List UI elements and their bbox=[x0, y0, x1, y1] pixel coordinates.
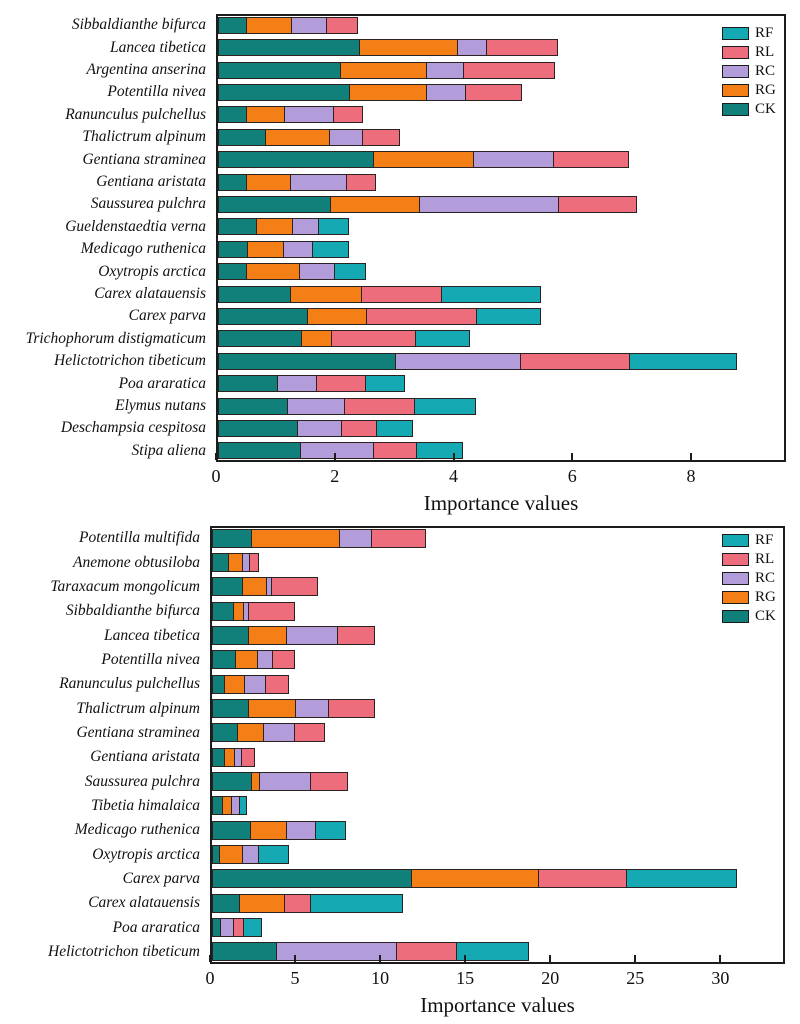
bar-segment-rf bbox=[626, 869, 737, 888]
x-tick-label: 30 bbox=[711, 968, 730, 988]
x-tick-label: 2 bbox=[330, 466, 340, 486]
legend-item-rl bbox=[722, 43, 776, 62]
bar-segment-rc bbox=[242, 845, 260, 864]
category-label: Carex parva bbox=[128, 307, 206, 325]
bar-segment-ck bbox=[218, 196, 331, 213]
bar-segment-rc bbox=[287, 398, 345, 415]
x-tick-label: 25 bbox=[626, 968, 645, 988]
bar-segment-rl bbox=[371, 529, 425, 548]
bar-segment-ck bbox=[218, 218, 258, 235]
legend-label: RG bbox=[755, 82, 776, 98]
bar-segment-rl bbox=[265, 675, 289, 694]
bar-row bbox=[218, 286, 540, 303]
legend-label: RG bbox=[755, 589, 776, 605]
bar-segment-rg bbox=[246, 174, 291, 191]
bar-segment-rc bbox=[277, 375, 317, 392]
bar-segment-rl bbox=[272, 650, 294, 669]
bar-segment-rc bbox=[286, 626, 339, 645]
bar-segment-rg bbox=[242, 577, 267, 596]
category-label: Deschampsia cespitosa bbox=[60, 419, 206, 437]
legend-item-rf bbox=[722, 24, 776, 43]
bar-segment-rg bbox=[301, 330, 332, 347]
bar-row bbox=[212, 869, 735, 888]
bar-row bbox=[218, 442, 461, 459]
x-tick-label: 20 bbox=[541, 968, 560, 988]
bar-segment-rf bbox=[239, 796, 247, 815]
category-label: Ranunculus pulchellus bbox=[59, 675, 200, 693]
bar-segment-rc bbox=[329, 129, 364, 146]
category-label: Taraxacum mongolicum bbox=[50, 577, 200, 595]
bar-segment-rf bbox=[318, 218, 349, 235]
bar-row bbox=[218, 353, 736, 370]
bar-segment-ck bbox=[218, 353, 397, 370]
legend-item-rf bbox=[722, 531, 776, 550]
bar-segment-rl bbox=[331, 330, 416, 347]
x-tick-mark bbox=[549, 955, 551, 962]
x-axis-label: Importance values bbox=[420, 993, 575, 1017]
category-label: Lancea tibetica bbox=[110, 38, 206, 56]
bar-segment-ck bbox=[218, 241, 249, 258]
category-label: Poa araratica bbox=[118, 374, 206, 392]
category-label: Carex parva bbox=[122, 869, 200, 887]
bar-segment-ck bbox=[212, 699, 249, 718]
bar-segment-ck bbox=[212, 529, 253, 548]
bar-segment-rg bbox=[290, 286, 363, 303]
bar-segment-rf bbox=[334, 263, 367, 280]
bar-row bbox=[218, 17, 357, 34]
category-label: Ranunculus pulchellus bbox=[65, 105, 206, 123]
bar-segment-ck bbox=[212, 869, 413, 888]
legend-swatch-ck bbox=[722, 103, 749, 116]
bar-segment-ck bbox=[218, 39, 361, 56]
legend-swatch-rf bbox=[722, 534, 749, 547]
bar-segment-rc bbox=[257, 650, 274, 669]
category-label: Sibbaldianthe bifurca bbox=[65, 602, 200, 620]
x-tick-label: 4 bbox=[449, 466, 458, 486]
bar-segment-rg bbox=[349, 84, 427, 101]
bar-segment-rc bbox=[426, 84, 466, 101]
bar-segment-rg bbox=[237, 723, 264, 742]
bar-segment-ck bbox=[212, 650, 237, 669]
bar-segment-rg bbox=[248, 699, 296, 718]
legend-label: CK bbox=[755, 101, 776, 117]
bar-segment-rc bbox=[290, 174, 348, 191]
x-tick-label: 6 bbox=[567, 466, 577, 486]
legend-item-ck bbox=[722, 100, 776, 119]
bar-segment-rl bbox=[396, 942, 457, 961]
bar-segment-ck bbox=[212, 772, 253, 791]
bar-row bbox=[212, 650, 293, 669]
bar-segment-rg bbox=[235, 650, 258, 669]
category-label: Helictotrichon tibeticum bbox=[54, 352, 206, 370]
category-label: Sibbaldianthe bifurca bbox=[71, 16, 206, 34]
bar-segment-rg bbox=[248, 626, 287, 645]
bar-row bbox=[212, 529, 424, 548]
x-tick-mark bbox=[334, 453, 336, 460]
bar-segment-rc bbox=[419, 196, 559, 213]
bar-segment-ck bbox=[218, 151, 375, 168]
bar-segment-rg bbox=[330, 196, 421, 213]
category-label: Carex alatauensis bbox=[94, 285, 206, 302]
bar-row bbox=[212, 772, 347, 791]
bar-segment-rg bbox=[251, 529, 339, 548]
category-label: Anemone obtusiloba bbox=[73, 553, 200, 571]
bar-segment-rl bbox=[337, 626, 375, 645]
legend-swatch-rg bbox=[722, 84, 749, 97]
bar-row bbox=[218, 420, 411, 437]
bar-segment-rf bbox=[310, 894, 404, 913]
bar-segment-rf bbox=[441, 286, 541, 303]
x-tick-label: 10 bbox=[371, 968, 390, 988]
bar-segment-rc bbox=[300, 442, 374, 459]
bar-row bbox=[218, 263, 365, 280]
bar-segment-ck bbox=[218, 330, 302, 347]
bar-row bbox=[218, 241, 347, 258]
bar-segment-rc bbox=[297, 420, 342, 437]
bar-row bbox=[212, 553, 257, 572]
bar-segment-rl bbox=[373, 442, 418, 459]
category-label: Tibetia himalaica bbox=[91, 796, 200, 814]
x-tick-mark bbox=[634, 955, 636, 962]
bar-segment-rf bbox=[243, 918, 263, 937]
bar-segment-ck bbox=[212, 577, 243, 596]
bar-segment-ck bbox=[218, 375, 278, 392]
bar-segment-rg bbox=[246, 17, 293, 34]
legend-item-ck bbox=[722, 607, 776, 626]
category-label: Gentiana straminea bbox=[82, 150, 206, 168]
bar-segment-rl bbox=[344, 398, 415, 415]
legend-label: CK bbox=[755, 608, 776, 624]
bar-row bbox=[218, 375, 404, 392]
bar-segment-rc bbox=[457, 39, 487, 56]
bar-segment-rc bbox=[263, 723, 295, 742]
bar-row bbox=[218, 174, 375, 191]
legend-swatch-rc bbox=[722, 572, 749, 585]
bar-segment-rc bbox=[299, 263, 335, 280]
bar-segment-rl bbox=[346, 174, 376, 191]
bar-segment-rl bbox=[310, 772, 348, 791]
bar-segment-rg bbox=[373, 151, 474, 168]
category-label: Lancea tibetica bbox=[104, 626, 200, 644]
bar-segment-rg bbox=[307, 308, 368, 325]
legend-label: RC bbox=[755, 570, 776, 586]
bar-row bbox=[218, 196, 635, 213]
bar-segment-rg bbox=[247, 241, 284, 258]
legend-swatch-rg bbox=[722, 591, 749, 604]
legend-label: RF bbox=[755, 532, 774, 548]
bar-segment-rl bbox=[362, 129, 399, 146]
bar-segment-ck bbox=[218, 442, 301, 459]
legend-swatch-rc bbox=[722, 65, 749, 78]
bar-row bbox=[218, 330, 468, 347]
bar-row bbox=[212, 796, 246, 815]
bar-segment-rc bbox=[291, 17, 327, 34]
category-label: Gentiana straminea bbox=[76, 723, 200, 741]
category-label: Carex alatauensis bbox=[88, 894, 200, 912]
bar-segment-rc bbox=[283, 241, 314, 258]
plot-frame bbox=[216, 14, 786, 462]
bar-row bbox=[212, 699, 373, 718]
category-label: Medicago ruthenica bbox=[80, 240, 206, 258]
bar-segment-ck bbox=[212, 723, 239, 742]
bar-row bbox=[218, 84, 521, 101]
legend-swatch-rf bbox=[722, 27, 749, 40]
x-tick-label: 0 bbox=[211, 466, 221, 486]
category-label: Stipa aliena bbox=[131, 441, 206, 459]
bar-segment-rl bbox=[316, 375, 366, 392]
bar-segment-rg bbox=[246, 263, 300, 280]
bar-segment-rg bbox=[250, 821, 287, 840]
bar-segment-rg bbox=[219, 845, 243, 864]
bar-segment-rf bbox=[376, 420, 413, 437]
bar-segment-rg bbox=[359, 39, 458, 56]
x-tick-label: 0 bbox=[205, 968, 215, 988]
x-tick-mark bbox=[294, 955, 296, 962]
category-label: Oxytropis arctica bbox=[98, 262, 206, 280]
category-label: Helictotrichon tibeticum bbox=[48, 942, 200, 960]
bar-segment-ck bbox=[212, 821, 251, 840]
bar-row bbox=[218, 218, 347, 235]
bar-row bbox=[212, 626, 374, 645]
bar-segment-rf bbox=[258, 845, 289, 864]
bar-row bbox=[218, 62, 553, 79]
bar-segment-rg bbox=[224, 675, 246, 694]
bar-segment-ck bbox=[218, 286, 291, 303]
bar-segment-rl bbox=[486, 39, 558, 56]
bar-segment-ck bbox=[212, 626, 249, 645]
x-tick-mark bbox=[379, 955, 381, 962]
bar-segment-rl bbox=[341, 420, 378, 437]
legend bbox=[722, 531, 776, 626]
bar-segment-rl bbox=[248, 602, 295, 621]
bar-segment-rc bbox=[292, 218, 319, 235]
bar-segment-rg bbox=[265, 129, 330, 146]
x-tick-mark bbox=[215, 453, 217, 460]
category-label: Gueldenstaedtia verna bbox=[65, 217, 206, 235]
legend-item-rg bbox=[722, 81, 776, 100]
bar-segment-rl bbox=[463, 62, 554, 79]
bar-segment-ck bbox=[218, 106, 247, 123]
bar-segment-rf bbox=[629, 353, 737, 370]
legend-swatch-ck bbox=[722, 610, 749, 623]
category-label: Thalictrum alpinum bbox=[76, 699, 200, 717]
legend-item-rc bbox=[722, 62, 776, 81]
bar-row bbox=[212, 602, 293, 621]
legend-item-rc bbox=[722, 569, 776, 588]
x-tick-mark bbox=[690, 453, 692, 460]
bar-segment-rc bbox=[473, 151, 555, 168]
legend-label: RL bbox=[755, 44, 775, 60]
legend-swatch-rl bbox=[722, 46, 749, 59]
bar-segment-rc bbox=[244, 675, 266, 694]
bar-segment-rl bbox=[520, 353, 630, 370]
bar-segment-ck bbox=[218, 84, 350, 101]
bar-row bbox=[218, 106, 362, 123]
legend-item-rl bbox=[722, 550, 776, 569]
bar-segment-rl bbox=[271, 577, 319, 596]
bar-segment-ck bbox=[218, 420, 298, 437]
legend-label: RC bbox=[755, 63, 776, 79]
legend-item-rg bbox=[722, 588, 776, 607]
bar-segment-rc bbox=[286, 821, 317, 840]
bar-segment-ck bbox=[212, 942, 277, 961]
bar-segment-rf bbox=[312, 241, 348, 258]
bar-segment-rl bbox=[538, 869, 628, 888]
x-tick-label: 8 bbox=[686, 466, 696, 486]
bar-segment-ck bbox=[218, 308, 308, 325]
x-tick-mark bbox=[464, 955, 466, 962]
category-label: Oxytropis arctica bbox=[92, 845, 200, 863]
legend-label: RF bbox=[755, 25, 774, 41]
bar-segment-rf bbox=[365, 375, 405, 392]
bar-segment-rl bbox=[284, 894, 311, 913]
bar-row bbox=[218, 39, 557, 56]
x-tick-mark bbox=[571, 453, 573, 460]
category-label: Medicago ruthenica bbox=[74, 821, 200, 839]
x-axis-label: Importance values bbox=[423, 491, 579, 515]
bar-segment-ck bbox=[212, 894, 240, 913]
bar-segment-ck bbox=[218, 17, 247, 34]
bar-segment-rl bbox=[553, 151, 628, 168]
bar-segment-ck bbox=[218, 129, 267, 146]
bar-segment-rf bbox=[476, 308, 541, 325]
bar-segment-rc bbox=[259, 772, 312, 791]
x-tick-label: 5 bbox=[290, 968, 300, 988]
legend bbox=[722, 24, 776, 119]
bar-segment-ck bbox=[212, 602, 234, 621]
bar-row bbox=[212, 675, 287, 694]
bar-segment-rg bbox=[411, 869, 539, 888]
bar-segment-ck bbox=[218, 62, 341, 79]
x-tick-label: 15 bbox=[456, 968, 475, 988]
bar-segment-rc bbox=[426, 62, 465, 79]
bar-segment-ck bbox=[218, 174, 248, 191]
x-tick-mark bbox=[453, 453, 455, 460]
category-label: Gentiana aristata bbox=[90, 748, 200, 766]
bar-row bbox=[218, 308, 540, 325]
bar-row bbox=[218, 151, 627, 168]
bar-segment-rg bbox=[340, 62, 428, 79]
legend-swatch-rl bbox=[722, 553, 749, 566]
bar-row bbox=[218, 398, 475, 415]
category-label: Argentina anserina bbox=[86, 61, 206, 78]
bar-segment-rf bbox=[416, 442, 462, 459]
bar-row bbox=[212, 918, 261, 937]
category-label: Gentiana aristata bbox=[96, 173, 206, 190]
bar-segment-rf bbox=[456, 942, 529, 961]
bar-segment-rg bbox=[256, 218, 293, 235]
bar-row bbox=[212, 821, 345, 840]
bar-row bbox=[212, 577, 317, 596]
bar-segment-rg bbox=[239, 894, 286, 913]
bar-row bbox=[218, 129, 398, 146]
category-label: Potentilla nivea bbox=[107, 83, 206, 101]
bar-segment-ck bbox=[218, 398, 289, 415]
category-label: Potentilla nivea bbox=[101, 650, 200, 668]
bar-segment-rl bbox=[361, 286, 442, 303]
bar-row bbox=[212, 942, 528, 961]
bar-row bbox=[212, 894, 402, 913]
category-label: Trichophorum distigmaticum bbox=[25, 329, 206, 347]
bar-segment-rl bbox=[558, 196, 636, 213]
category-label: Thalictrum alpinum bbox=[82, 128, 206, 146]
bar-segment-ck bbox=[218, 263, 248, 280]
bar-segment-rc bbox=[339, 529, 373, 548]
category-label: Potentilla multifida bbox=[79, 529, 200, 547]
bar-segment-rl bbox=[328, 699, 375, 718]
bar-segment-rf bbox=[414, 398, 476, 415]
legend-label: RL bbox=[755, 551, 775, 567]
bar-row bbox=[212, 748, 254, 767]
bar-segment-rf bbox=[315, 821, 346, 840]
bar-segment-rg bbox=[246, 106, 286, 123]
bar-segment-rc bbox=[395, 353, 521, 370]
bar-segment-rl bbox=[249, 553, 259, 572]
bar-segment-rl bbox=[294, 723, 325, 742]
bar-row bbox=[212, 723, 323, 742]
bar-row bbox=[212, 845, 287, 864]
category-label: Saussurea pulchra bbox=[84, 772, 200, 790]
category-label: Elymus nutans bbox=[115, 397, 206, 414]
category-label: Poa araratica bbox=[112, 918, 200, 936]
bar-segment-rl bbox=[241, 748, 255, 767]
category-label: Saussurea pulchra bbox=[90, 195, 206, 213]
bar-segment-rf bbox=[415, 330, 470, 347]
bar-segment-rl bbox=[465, 84, 522, 101]
bar-segment-rl bbox=[333, 106, 363, 123]
bar-segment-ck bbox=[212, 553, 229, 572]
x-tick-mark bbox=[719, 955, 721, 962]
bar-segment-rc bbox=[284, 106, 334, 123]
bar-segment-rl bbox=[326, 17, 358, 34]
bar-segment-rc bbox=[295, 699, 329, 718]
x-tick-mark bbox=[209, 955, 211, 962]
bar-segment-rl bbox=[366, 308, 477, 325]
